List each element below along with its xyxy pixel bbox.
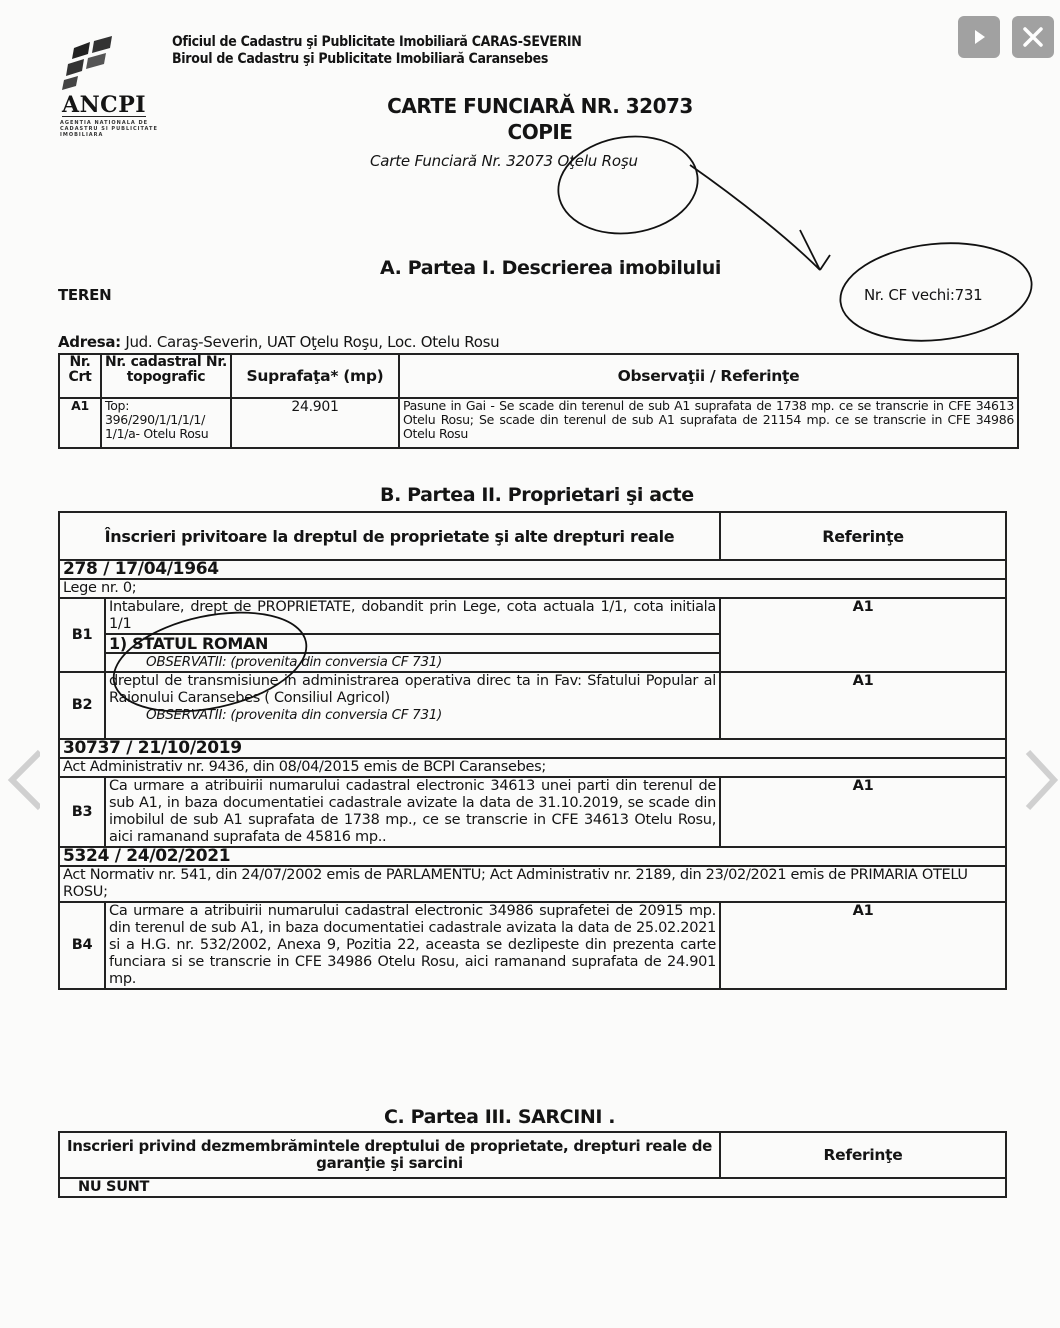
entry-reference: A1 [720, 672, 1006, 739]
partC-col-entries: Inscrieri privind dezmembrămintele dreptului de proprietate, drepturi reale de garanţie şi sarcini [59, 1132, 720, 1178]
row-area: 24.901 [231, 398, 399, 448]
row-cadastral: Top: 396/290/1/1/1/1/ 1/1/a- Otelu Rosu [101, 398, 231, 448]
document-title: CARTE FUNCIARĂ NR. 32073 [387, 94, 693, 118]
partC-value: NU SUNT [59, 1178, 1006, 1197]
ancpi-logo-text: ANCPI [62, 92, 147, 118]
entry-id: B1 [59, 598, 105, 672]
entry-text: Ca urmare a atribuirii numarului cadastral electronic 34986 suprafetei de 20915 mp. din terenul de sub A1, in baza documentatiei cadastrale avizata la data de 25.02.2021 si a H.G. nr. 532/2002, Anexa 9, Pozitia 22, aceasta se dezlipeste din prezenta carte funciara si se transcrie in CFE 34986 Otelu Rosu, aici ramanand suprafata de 24.901 mp. [105, 902, 720, 989]
entry-reference: A1 [720, 902, 1006, 989]
entry-act: Lege nr. 0; [59, 579, 1006, 598]
entry-id: B2 [59, 672, 105, 739]
table-row [59, 672, 1006, 739]
partB-col-entries: Înscrieri privitoare la dreptul de proprietate şi alte drepturi reale [59, 512, 720, 560]
partC-col-references: Referinţe [720, 1132, 1006, 1178]
partA-table [58, 353, 1019, 449]
old-cf-number: Nr. CF vechi:731 [864, 286, 983, 304]
partB-col-references: Referinţe [720, 512, 1006, 560]
annotation-arrow [690, 165, 830, 270]
entry-observation: OBSERVATII: (provenita din conversia CF 731) [146, 707, 443, 723]
next-page-button[interactable] [1024, 740, 1060, 820]
row-nr: A1 [59, 398, 101, 448]
ancpi-logo-subtext: AGENTIA NATIONALA DE CADASTRU SI PUBLICITATE IMOBILIARA [60, 120, 158, 138]
annotation-circle-cf [552, 128, 704, 243]
play-icon [958, 16, 1000, 58]
entry-text: Intabulare, drept de PROPRIETATE, dobandit prin Lege, cota actuala 1/1, cota initiala 1/1 [106, 599, 719, 635]
property-type: TEREN [58, 286, 112, 304]
office-line1: Oficiul de Cadastru şi Publicitate Imobiliară CARAS-SEVERIN [172, 34, 582, 50]
entry-content [105, 598, 720, 672]
address-value: Jud. Caraş-Severin, UAT Oţelu Roşu, Loc. Otelu Rosu [125, 333, 500, 351]
partA-title: A. Partea I. Descrierea imobilului [380, 257, 721, 279]
play-button[interactable] [958, 16, 1000, 58]
entry-date: 278 / 17/04/1964 [59, 560, 1006, 579]
table-row [59, 398, 1018, 448]
table-row [59, 598, 1006, 672]
header-nr-crt: Nr. Crt [59, 354, 101, 398]
header-observations: Observaţii / Referinţe [399, 354, 1018, 398]
entry-observation: OBSERVATII: (provenita din conversia CF 731) [146, 654, 443, 670]
office-line2: Biroul de Cadastru şi Publicitate Imobiliară Caransebes [172, 51, 549, 67]
entry-text: Ca urmare a atribuirii numarului cadastral electronic 34613 unei parti din terenul de sub A1, in baza documentatiei cadastrale avizate la data de 31.10.2019, se scade din imobilul de sub A1 suprafata de 1738 mp., ce se transcrie in CFE 34613 Otelu Rosu, aici ramanand suprafata de 45816 mp.. [105, 777, 720, 847]
address-line [58, 333, 499, 351]
entry-id: B4 [59, 902, 105, 989]
table-row [59, 902, 1006, 989]
chevron-left-icon [0, 740, 40, 820]
entry-owner: 1) STATUL ROMAN [106, 635, 719, 654]
address-label: Adresa: [58, 333, 121, 351]
chevron-right-icon [1024, 740, 1060, 820]
table-row [59, 777, 1006, 847]
prev-page-button[interactable] [0, 740, 40, 820]
entry-date: 30737 / 21/10/2019 [59, 739, 1006, 758]
partB-table [58, 511, 1007, 990]
row-observations: Pasune in Gai - Se scade din terenul de sub A1 suprafata de 1738 mp. ce se transcrie in CFE 34613 Otelu Rosu; Se scade din terenul de sub A1 suprafata de 21154 mp. ce se transcrie in CFE 34986 Otelu Rosu [399, 398, 1018, 448]
partC-title: C. Partea III. SARCINI . [384, 1106, 616, 1128]
copy-label: COPIE [507, 120, 573, 144]
entry-act: Act Normativ nr. 541, din 24/07/2002 emis de PARLAMENTU; Act Administrativ nr. 2189, din 23/02/2021 emis de PRIMARIA OTELU ROSU; [59, 866, 1006, 902]
close-icon [1012, 16, 1054, 58]
entry-reference: A1 [720, 598, 1006, 672]
document-subtitle: Carte Funciară Nr. 32073 Oţelu Roşu [370, 152, 638, 170]
entry-act: Act Administrativ nr. 9436, din 08/04/2015 emis de BCPI Caransebes; [59, 758, 1006, 777]
partB-title: B. Partea II. Proprietari şi acte [380, 484, 694, 506]
header-cadastral: Nr. cadastral Nr. topografic [101, 354, 231, 398]
ancpi-logo-icon [60, 34, 130, 94]
entry-reference: A1 [720, 777, 1006, 847]
close-button[interactable] [1012, 16, 1054, 58]
partC-table [58, 1131, 1007, 1198]
entry-id: B3 [59, 777, 105, 847]
entry-content [105, 672, 720, 739]
entry-text: dreptul de transmisiune in administrarea operativa direc ta in Fav: Sfatului Popular al Raionului Caransebes ( Consiliul Agricol) [109, 673, 716, 706]
header-area: Suprafaţa* (mp) [231, 354, 399, 398]
entry-date: 5324 / 24/02/2021 [59, 847, 1006, 866]
